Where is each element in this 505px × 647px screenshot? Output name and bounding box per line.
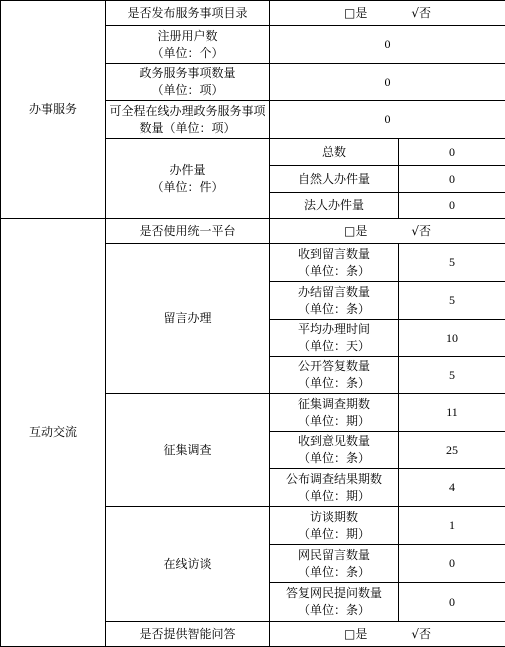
handled-name: 办件量	[108, 162, 267, 179]
smart-qa-yes: □是	[344, 626, 367, 643]
survey-opinions-value: 25	[399, 432, 505, 469]
smart-qa-no: √否	[411, 626, 431, 643]
survey-opinions-unit: （单位：条）	[272, 450, 396, 467]
unified-platform-no: √否	[411, 223, 431, 240]
survey-periods-label	[270, 394, 399, 432]
unified-platform-options	[270, 219, 505, 244]
survey-results-name: 公布调查结果期数	[272, 471, 396, 488]
unified-platform-yes: □是	[344, 223, 367, 240]
answered-label	[270, 583, 399, 622]
registered-users-label	[106, 26, 270, 64]
interview-periods-name: 访谈期数	[272, 509, 396, 526]
netizen-msgs-unit: （单位：条）	[272, 564, 396, 581]
answered-name: 答复网民提问数量	[272, 585, 396, 602]
handled-natural-label: 自然人办件量	[270, 166, 399, 193]
service-items-label	[106, 64, 270, 101]
survey-label: 征集调查	[106, 394, 270, 507]
survey-results-value: 4	[399, 469, 505, 507]
row-unified-platform	[1, 219, 505, 244]
publish-catalog-yes: □是	[344, 5, 367, 22]
netizen-msgs-label	[270, 545, 399, 583]
msg-concluded-name: 办结留言数量	[272, 284, 396, 301]
service-items-unit: （单位：项）	[108, 82, 267, 99]
registered-users-name: 注册用户数	[108, 28, 267, 45]
survey-periods-name: 征集调查期数	[272, 396, 396, 413]
msg-concluded-label	[270, 282, 399, 320]
avg-time-unit: （单位：天）	[272, 338, 396, 355]
handled-legal-label: 法人办件量	[270, 193, 399, 219]
public-replies-label	[270, 357, 399, 394]
interview-periods-value: 1	[399, 507, 505, 545]
row-publish-catalog	[1, 1, 505, 26]
survey-results-unit: （单位：期）	[272, 488, 396, 505]
publish-catalog-label: 是否发布服务事项目录	[106, 1, 270, 26]
registered-users-value: 0	[270, 26, 505, 64]
msg-received-value: 5	[399, 244, 505, 282]
handled-natural-value: 0	[399, 166, 505, 193]
msg-received-unit: （单位：条）	[272, 263, 396, 280]
survey-periods-value: 11	[399, 394, 505, 432]
survey-results-label	[270, 469, 399, 507]
interview-periods-unit: （单位：期）	[272, 526, 396, 543]
service-items-value: 0	[270, 64, 505, 101]
unified-platform-label: 是否使用统一平台	[106, 219, 270, 244]
handled-unit: （单位：件）	[108, 179, 267, 196]
msg-received-name: 收到留言数量	[272, 246, 396, 263]
interview-periods-label	[270, 507, 399, 545]
smart-qa-options	[270, 622, 505, 647]
section-label-service: 办事服务	[1, 1, 106, 219]
interview-label: 在线访谈	[106, 507, 270, 622]
survey-opinions-label	[270, 432, 399, 469]
public-replies-unit: （单位：条）	[272, 375, 396, 392]
smart-qa-label: 是否提供智能问答	[106, 622, 270, 647]
avg-time-name: 平均办理时间	[272, 321, 396, 338]
service-items-name: 政务服务事项数量	[108, 65, 267, 82]
survey-opinions-name: 收到意见数量	[272, 433, 396, 450]
handled-legal-value: 0	[399, 193, 505, 219]
msg-concluded-unit: （单位：条）	[272, 301, 396, 318]
msg-concluded-value: 5	[399, 282, 505, 320]
online-items-label: 可全程在线办理政务服务事项数量（单位：项）	[106, 101, 270, 139]
section-label-interaction: 互动交流	[1, 219, 106, 647]
answered-value: 0	[399, 583, 505, 622]
public-replies-value: 5	[399, 357, 505, 394]
handled-label	[106, 139, 270, 219]
handled-total-label: 总数	[270, 139, 399, 166]
answered-unit: （单位：条）	[272, 602, 396, 619]
online-items-value: 0	[270, 101, 505, 139]
netizen-msgs-name: 网民留言数量	[272, 547, 396, 564]
handled-total-value: 0	[399, 139, 505, 166]
publish-catalog-options	[270, 1, 505, 26]
avg-time-value: 10	[399, 320, 505, 357]
avg-time-label	[270, 320, 399, 357]
msg-received-label	[270, 244, 399, 282]
messages-label: 留言办理	[106, 244, 270, 394]
netizen-msgs-value: 0	[399, 545, 505, 583]
registered-users-unit: （单位：个）	[108, 45, 267, 62]
survey-periods-unit: （单位：期）	[272, 413, 396, 430]
publish-catalog-no: √否	[411, 5, 431, 22]
public-replies-name: 公开答复数量	[272, 358, 396, 375]
